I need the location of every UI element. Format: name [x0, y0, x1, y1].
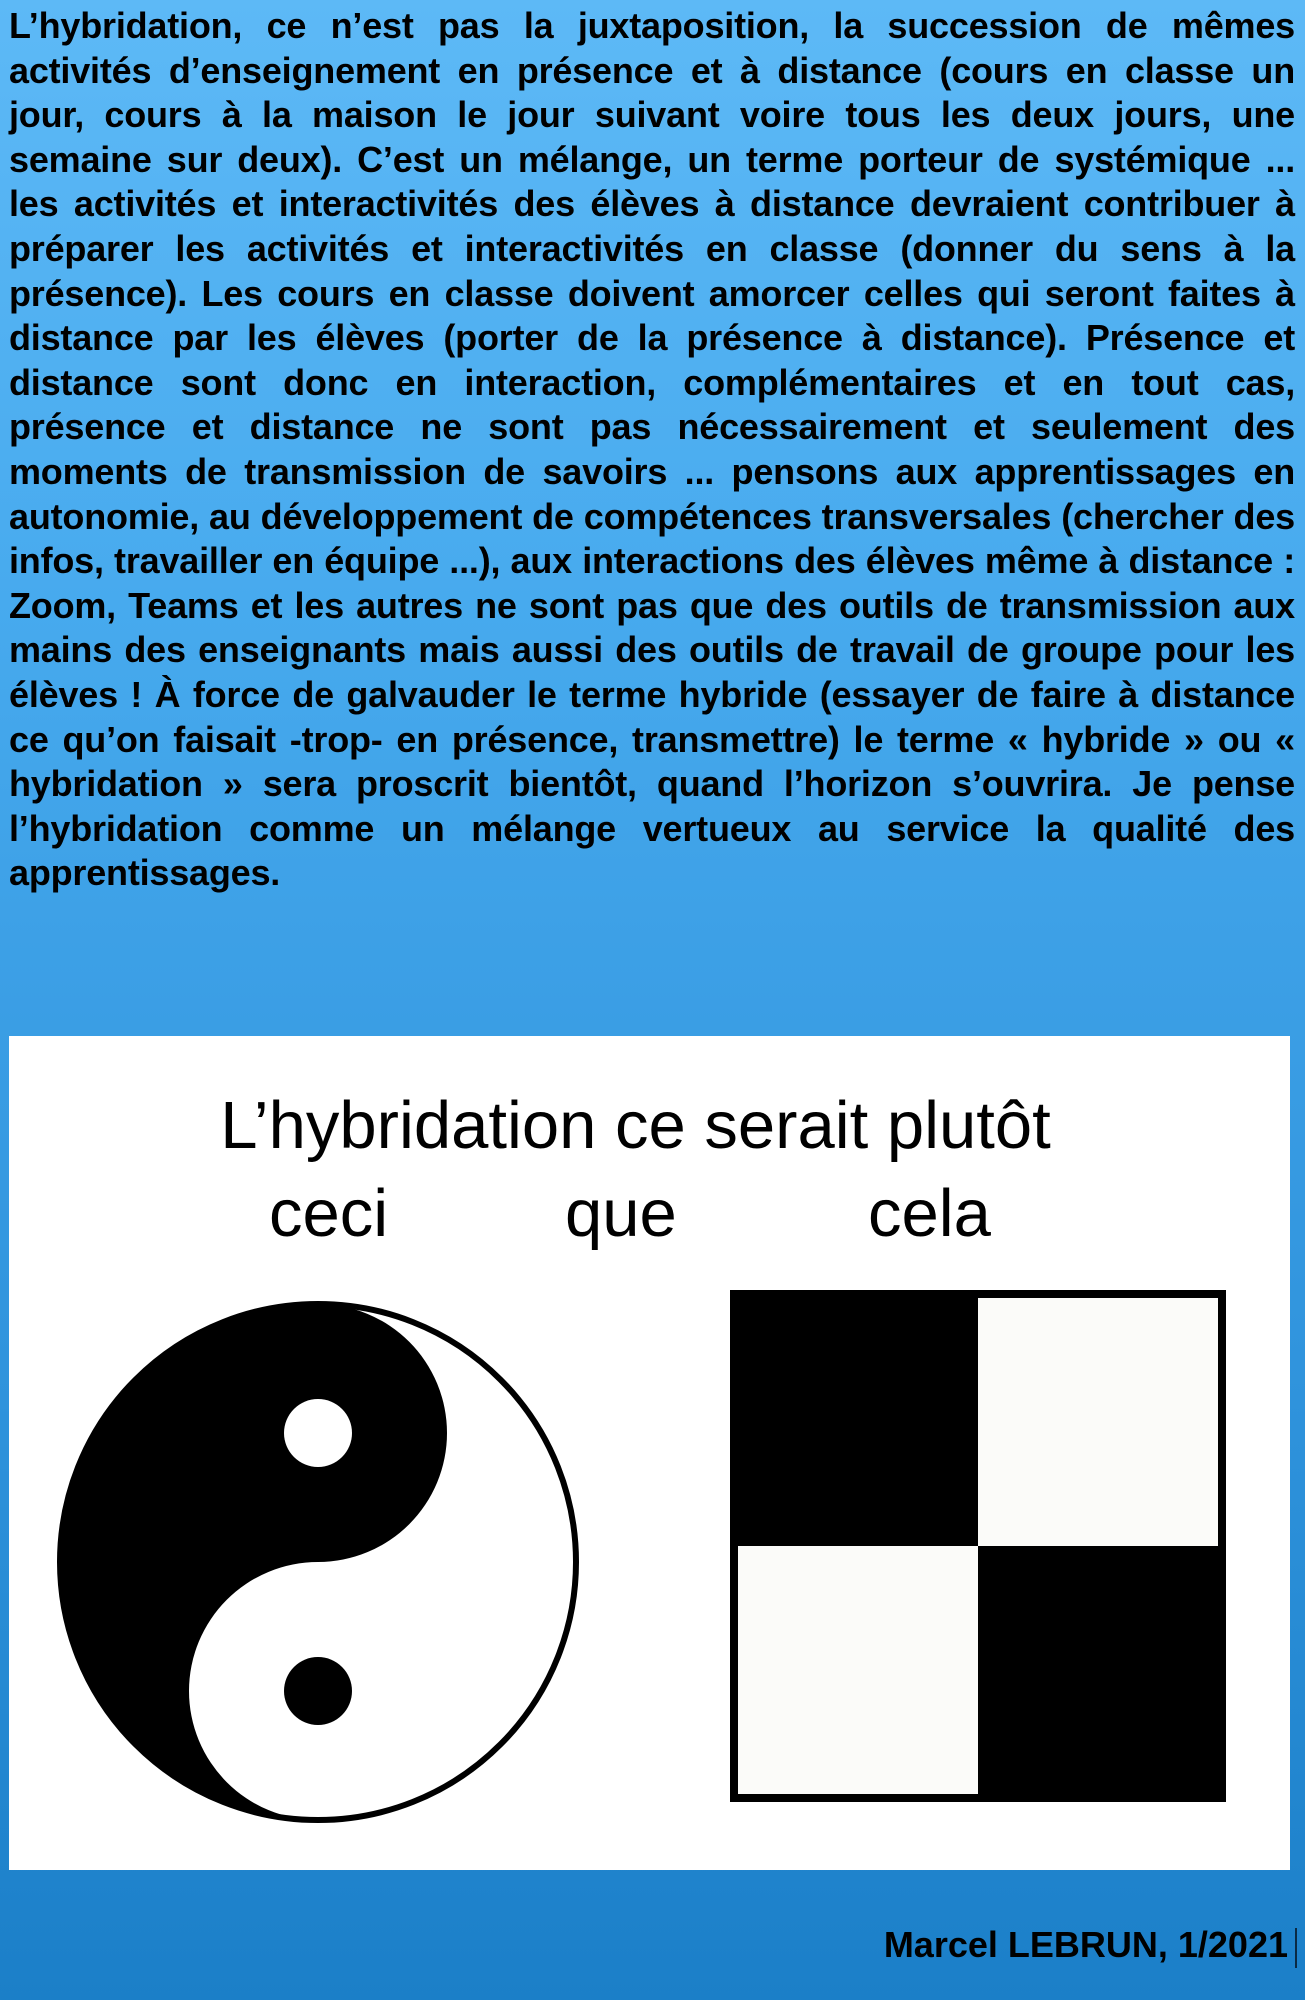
panel-title: L’hybridation ce serait plutôt: [220, 1088, 1051, 1163]
quote-paragraph: L’hybridation, ce n’est pas la juxtaposition, la succession de mêmes activités d’enseignement en présence et à distance (cours en classe un jour, cours à la maison le jour suivant voire tous les deux jours, une semaine sur deux). C’est un mélange, un terme porteur de systémique ... les activités et interactivités des élèves à distance devraient contribuer à préparer les activités et interactivités en classe (donner du sens à la présence). Les cours en classe doivent amorcer celles qui seront faites à distance par les élèves (porter de la présence à distance). Présence et distance sont donc en interaction, complémentaires et en tout cas, présence et distance ne sont pas nécessairement et seulement des moments de transmission de savoirs ... pensons aux apprentissages en autonomie, au développement de compétences transversales (chercher des infos, travailler en équipe ...), aux interactions des élèves même à distance : Zoom, Teams et les autres ne sont pas que des outils de transmission aux mains des enseignants mais aussi des outils de travail de groupe pour les élèves ! À force de galvauder le terme hybride (essayer de faire à distance ce qu’on faisait -trop- en présence, transmettre) le terme « hybride » ou « hybridation » sera proscrit bientôt, quand l’horizon s’ouvrira. Je pense l’hybridation comme un mélange vertueux au service la qualité des apprentissages.: [9, 5, 1295, 894]
label-ceci: ceci: [269, 1176, 389, 1251]
yin-yang-icon: [54, 1298, 582, 1826]
author-signature: Marcel LEBRUN, 1/2021: [883, 1924, 1288, 1965]
label-cela: cela: [868, 1176, 991, 1251]
label-que: que: [565, 1176, 677, 1251]
illustration-panel: [9, 1036, 1290, 1870]
text-caret: [1295, 1928, 1297, 1968]
checkerboard-icon: [730, 1290, 1226, 1802]
